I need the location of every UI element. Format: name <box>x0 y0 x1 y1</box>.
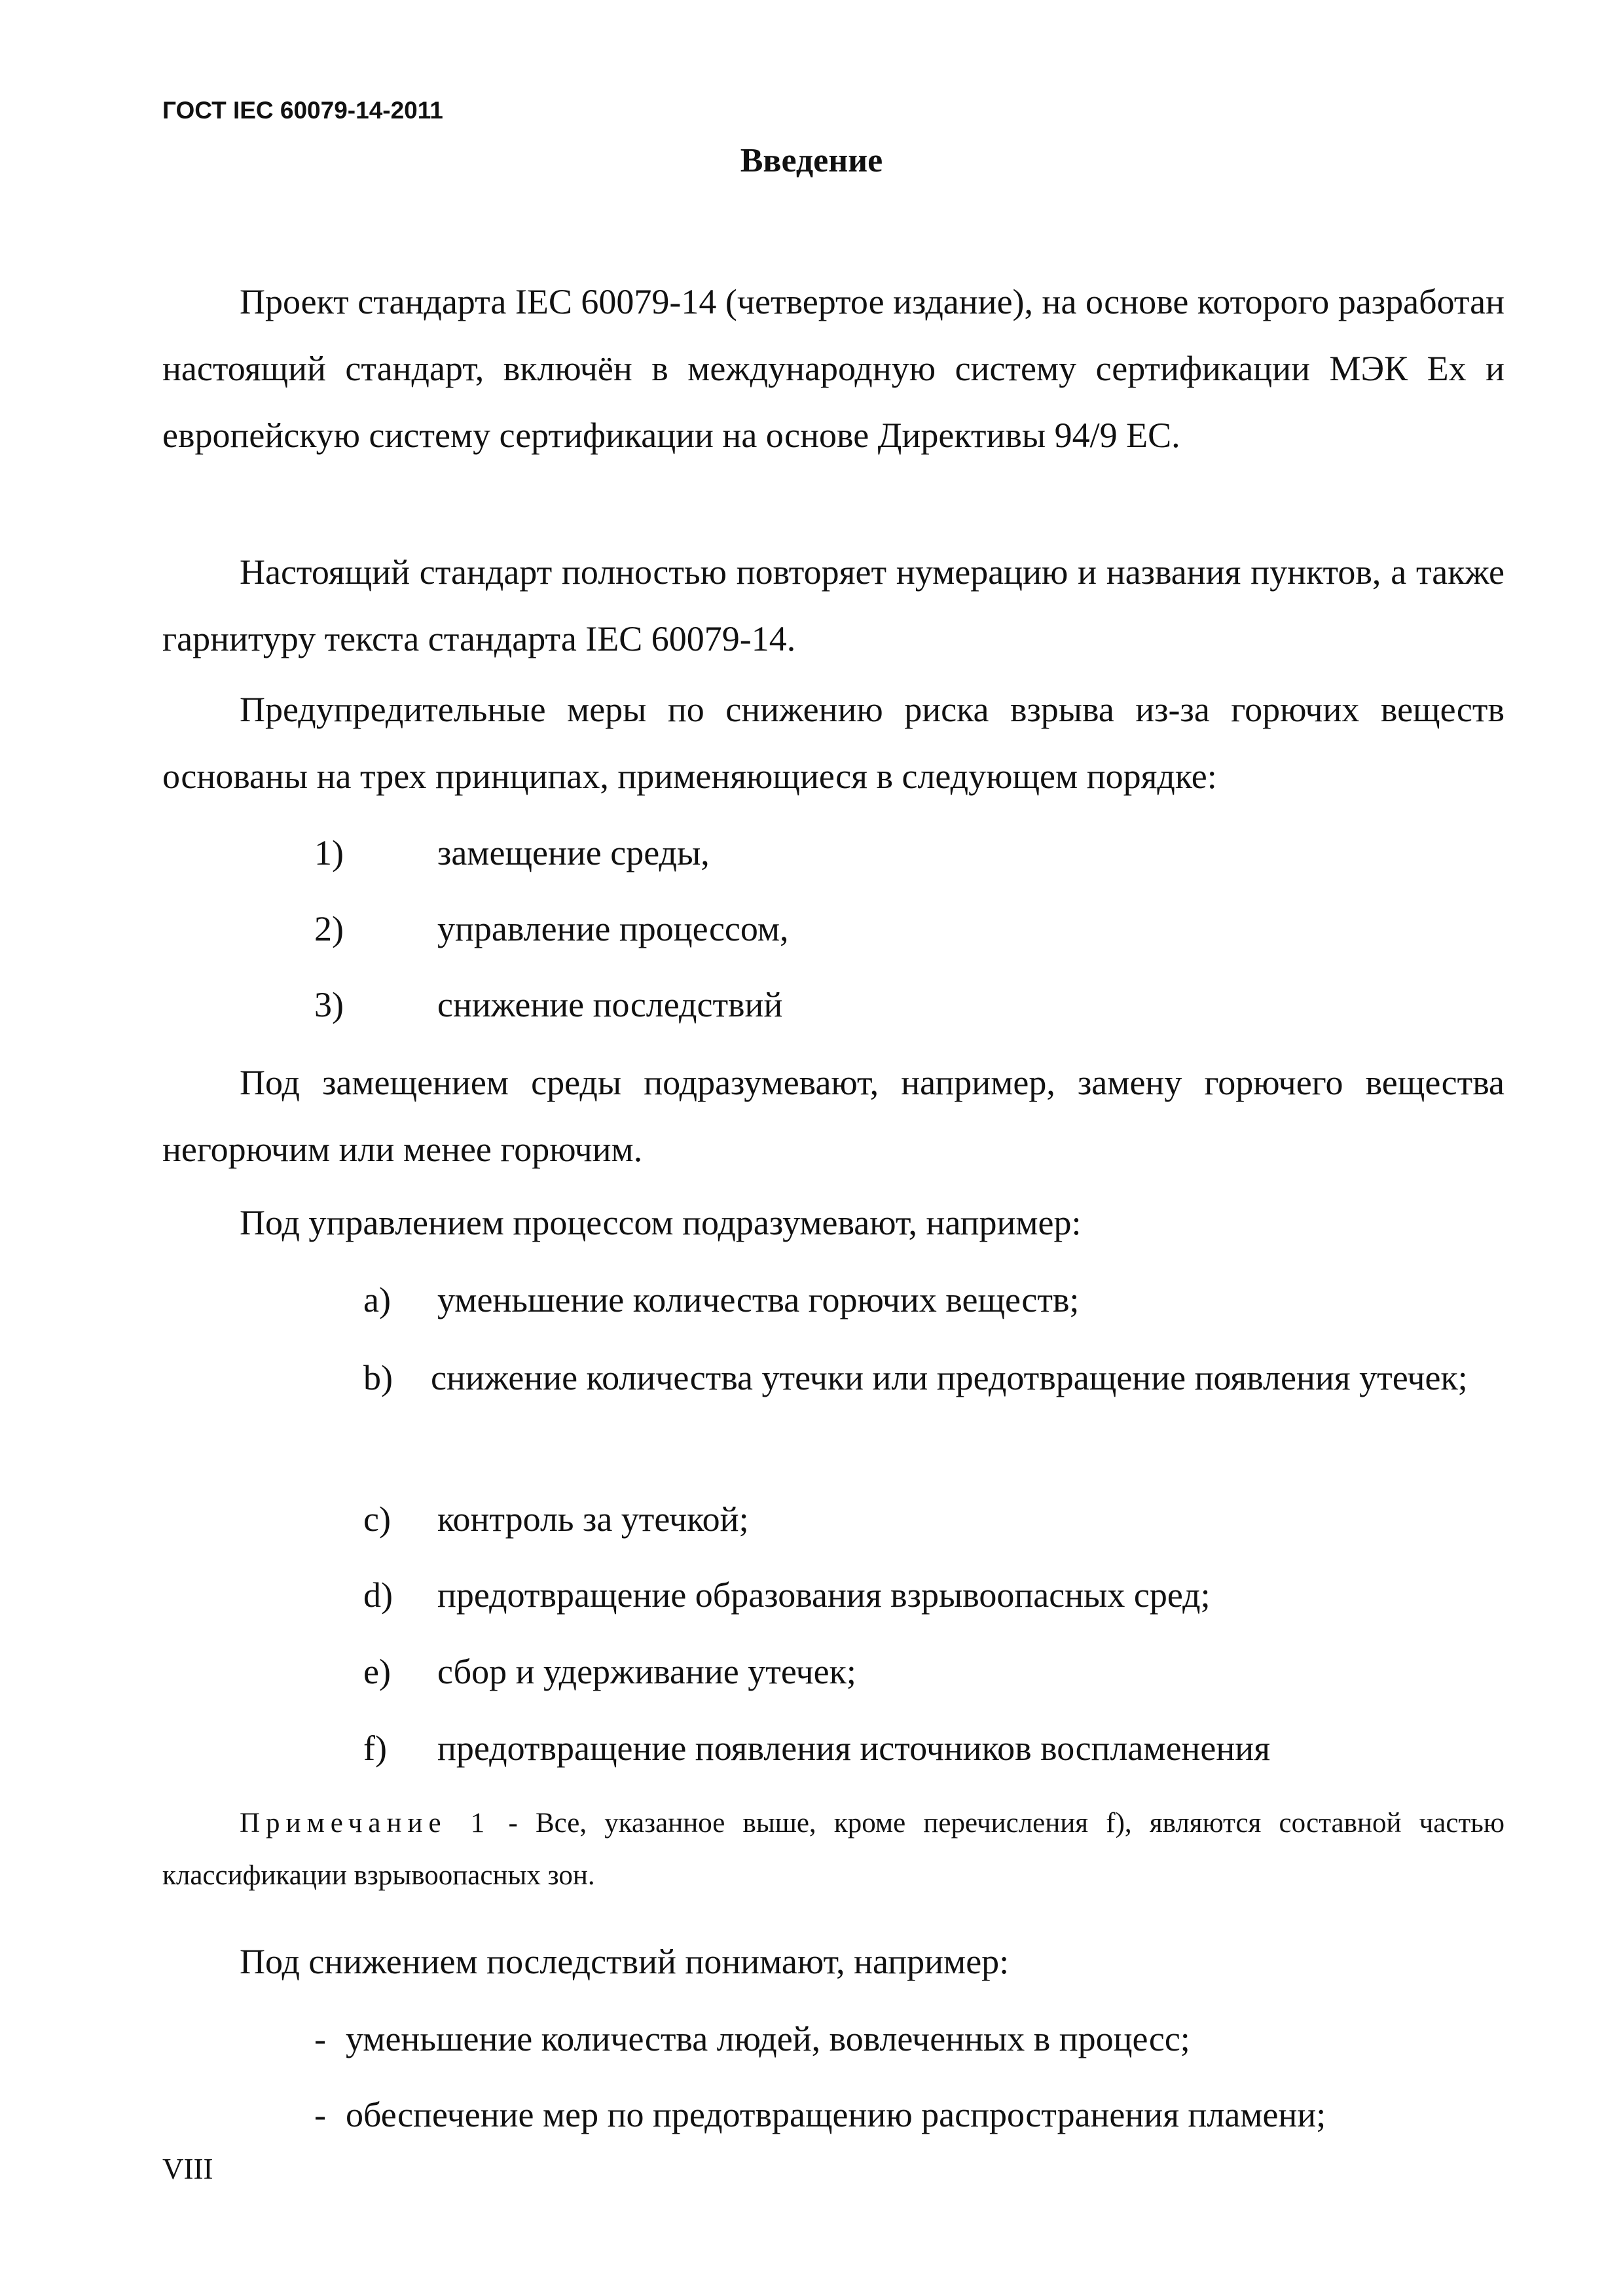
list-item-text: предотвращение появления источников воспламенения <box>437 1729 1271 1768</box>
list-marker: - <box>314 2019 326 2058</box>
paragraph-numbering: Настоящий стандарт полностью повторяет нумерацию и названия пунктов, а также гарнитуру текста стандарта IEC 60079-14. <box>162 552 1504 658</box>
page-title: Введение <box>740 142 883 179</box>
standard-code-header: ГОСТ IEC 60079-14-2011 <box>162 97 443 124</box>
list-marker: 3) <box>314 985 344 1024</box>
note-text: - Все, указанное выше, кроме перечисления f), являются составной частью классификации взрывоопасных зон. <box>162 1808 1504 1891</box>
page-number: VIII <box>162 2153 213 2185</box>
list-item-text: снижение последствий <box>437 985 783 1024</box>
list-item-text: предотвращение образования взрывоопасных сред; <box>437 1575 1211 1615</box>
note-1 <box>162 1797 1504 1902</box>
paragraph-principles-intro: Предупредительные меры по снижению риска взрыва из-за горючих веществ основаны на трех принципах, применяющиеся в следующем порядке: <box>162 690 1504 796</box>
list-item-text: контроль за утечкой; <box>437 1499 749 1539</box>
list-item-text: сбор и удерживание утечек; <box>437 1652 856 1691</box>
list-marker: e) <box>363 1652 391 1691</box>
paragraph-process-intro: Под управлением процессом подразумевают, например: <box>240 1203 1082 1242</box>
list-item-text: снижение количества утечки или предотвращение появления утечек; <box>431 1358 1468 1397</box>
list-item-text: замещение среды, <box>437 833 710 872</box>
list-item-text: уменьшение количества людей, вовлеченных в процесс; <box>346 2019 1190 2058</box>
list-item-text: уменьшение количества горючих веществ; <box>437 1280 1080 1319</box>
list-item-text: обеспечение мер по предотвращению распространения пламени; <box>346 2095 1326 2134</box>
list-marker: 1) <box>314 833 344 872</box>
list-marker: 2) <box>314 909 344 948</box>
list-marker: f) <box>363 1729 387 1768</box>
list-item-text: управление процессом, <box>437 909 789 948</box>
list-marker: b) <box>363 1358 393 1397</box>
note-label: Примечание 1 <box>240 1808 491 1839</box>
paragraph-consequences-intro: Под снижением последствий понимают, например: <box>240 1942 1010 1981</box>
paragraph-substitution: Под замещением среды подразумевают, например, замену горючего вещества негорючим или менее горючим. <box>162 1063 1504 1169</box>
paragraph-project: Проект стандарта IEC 60079-14 (четвертое издание), на основе которого разработан настоящий стандарт, включён в международную систему сертификации МЭК Ex и европейскую систему сертификации на основе Директивы 94/9 ЕС. <box>162 282 1504 455</box>
list-marker: c) <box>363 1499 391 1539</box>
list-marker: d) <box>363 1575 393 1615</box>
list-marker: a) <box>363 1280 391 1319</box>
list-marker: - <box>314 2095 326 2134</box>
